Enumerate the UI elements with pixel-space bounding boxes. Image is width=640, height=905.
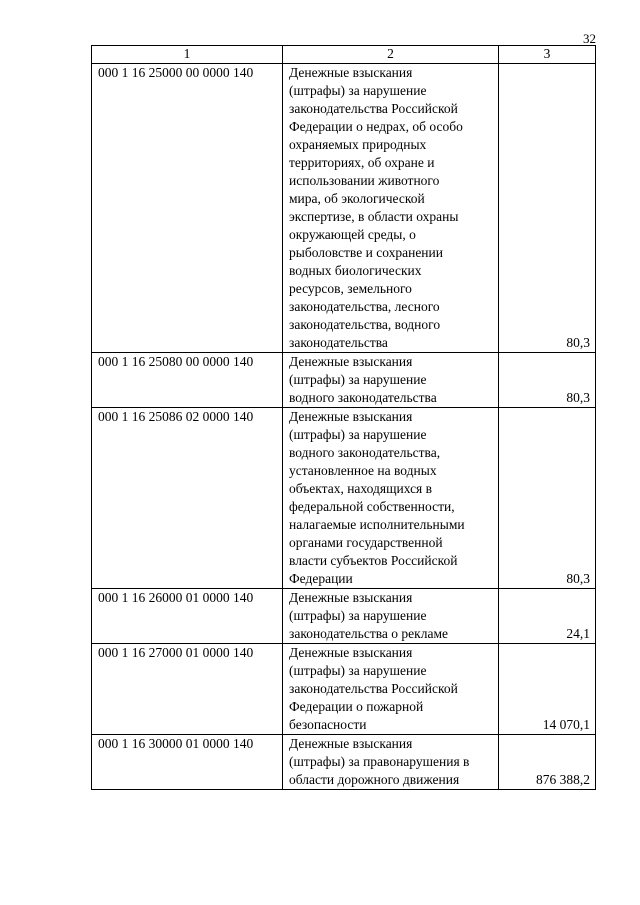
header-row — [92, 46, 596, 64]
description-line: Денежные взыскания — [289, 736, 413, 751]
page-number: 32 — [583, 31, 596, 46]
description-cell — [283, 408, 499, 589]
description-line: объектах, находящихся в — [289, 481, 433, 496]
description-line: области дорожного движения — [289, 772, 460, 787]
amount-cell: 14 070,1 — [499, 644, 596, 735]
description-cell — [283, 589, 499, 644]
description-cell — [283, 64, 499, 353]
revenue-code-cell: 000 1 16 30000 01 0000 140 — [92, 735, 283, 790]
description-line: мира, об экологической — [289, 191, 425, 206]
description-line: водного законодательства, — [289, 445, 441, 460]
table-header — [92, 46, 596, 64]
description-line: водных биологических — [289, 263, 422, 278]
header-column-1: 1 — [92, 46, 283, 64]
description-line: органами государственной — [289, 535, 443, 550]
description-line: (штрафы) за нарушение — [289, 83, 427, 98]
description-line: (штрафы) за нарушение — [289, 608, 427, 623]
table-row — [92, 589, 596, 644]
description-line: власти субъектов Российской — [289, 553, 458, 568]
description-line: ресурсов, земельного — [289, 281, 412, 296]
description-line: законодательства о рекламе — [289, 626, 448, 641]
amount-cell: 876 388,2 — [499, 735, 596, 790]
table-row — [92, 64, 596, 353]
revenue-code-cell: 000 1 16 25000 00 0000 140 — [92, 64, 283, 353]
description-line: рыболовстве и сохранении — [289, 245, 443, 260]
description-line: Федерации о недрах, об особо — [289, 119, 463, 134]
description-cell — [283, 735, 499, 790]
table-row — [92, 353, 596, 408]
amount-cell: 80,3 — [499, 64, 596, 353]
description-line: охраняемых природных — [289, 137, 427, 152]
description-line: экспертизе, в области охраны — [289, 209, 459, 224]
description-line: Денежные взыскания — [289, 354, 413, 369]
description-line: использовании животного — [289, 173, 440, 188]
description-line: безопасности — [289, 717, 367, 732]
table-row — [92, 644, 596, 735]
revenue-code-cell: 000 1 16 25086 02 0000 140 — [92, 408, 283, 589]
description-line: окружающей среды, о — [289, 227, 416, 242]
description-line: (штрафы) за нарушение — [289, 372, 427, 387]
description-line: законодательства — [289, 335, 388, 350]
description-line: водного законодательства — [289, 390, 437, 405]
table-row — [92, 735, 596, 790]
description-line: (штрафы) за нарушение — [289, 663, 427, 678]
description-line: (штрафы) за нарушение — [289, 427, 427, 442]
description-cell — [283, 644, 499, 735]
table-body — [92, 64, 596, 790]
revenue-code-cell: 000 1 16 26000 01 0000 140 — [92, 589, 283, 644]
description-line: Денежные взыскания — [289, 409, 413, 424]
amount-cell: 24,1 — [499, 589, 596, 644]
amount-cell: 80,3 — [499, 408, 596, 589]
revenue-code-cell: 000 1 16 25080 00 0000 140 — [92, 353, 283, 408]
description-line: законодательства Российской — [289, 101, 458, 116]
description-line: Федерации — [289, 571, 353, 586]
description-line: Денежные взыскания — [289, 645, 413, 660]
description-line: установленное на водных — [289, 463, 437, 478]
description-line: законодательства, водного — [289, 317, 441, 332]
description-cell — [283, 353, 499, 408]
budget-table — [91, 45, 596, 790]
table-row — [92, 408, 596, 589]
header-column-3: 3 — [499, 46, 596, 64]
description-line: (штрафы) за правонарушения в — [289, 754, 470, 769]
description-line: налагаемые исполнительными — [289, 517, 465, 532]
header-column-2: 2 — [283, 46, 499, 64]
description-line: законодательства Российской — [289, 681, 458, 696]
description-line: федеральной собственности, — [289, 499, 455, 514]
amount-cell: 80,3 — [499, 353, 596, 408]
description-line: Денежные взыскания — [289, 65, 413, 80]
description-line: территориях, об охране и — [289, 155, 435, 170]
description-line: законодательства, лесного — [289, 299, 440, 314]
description-line: Денежные взыскания — [289, 590, 413, 605]
description-line: Федерации о пожарной — [289, 699, 424, 714]
revenue-code-cell: 000 1 16 27000 01 0000 140 — [92, 644, 283, 735]
